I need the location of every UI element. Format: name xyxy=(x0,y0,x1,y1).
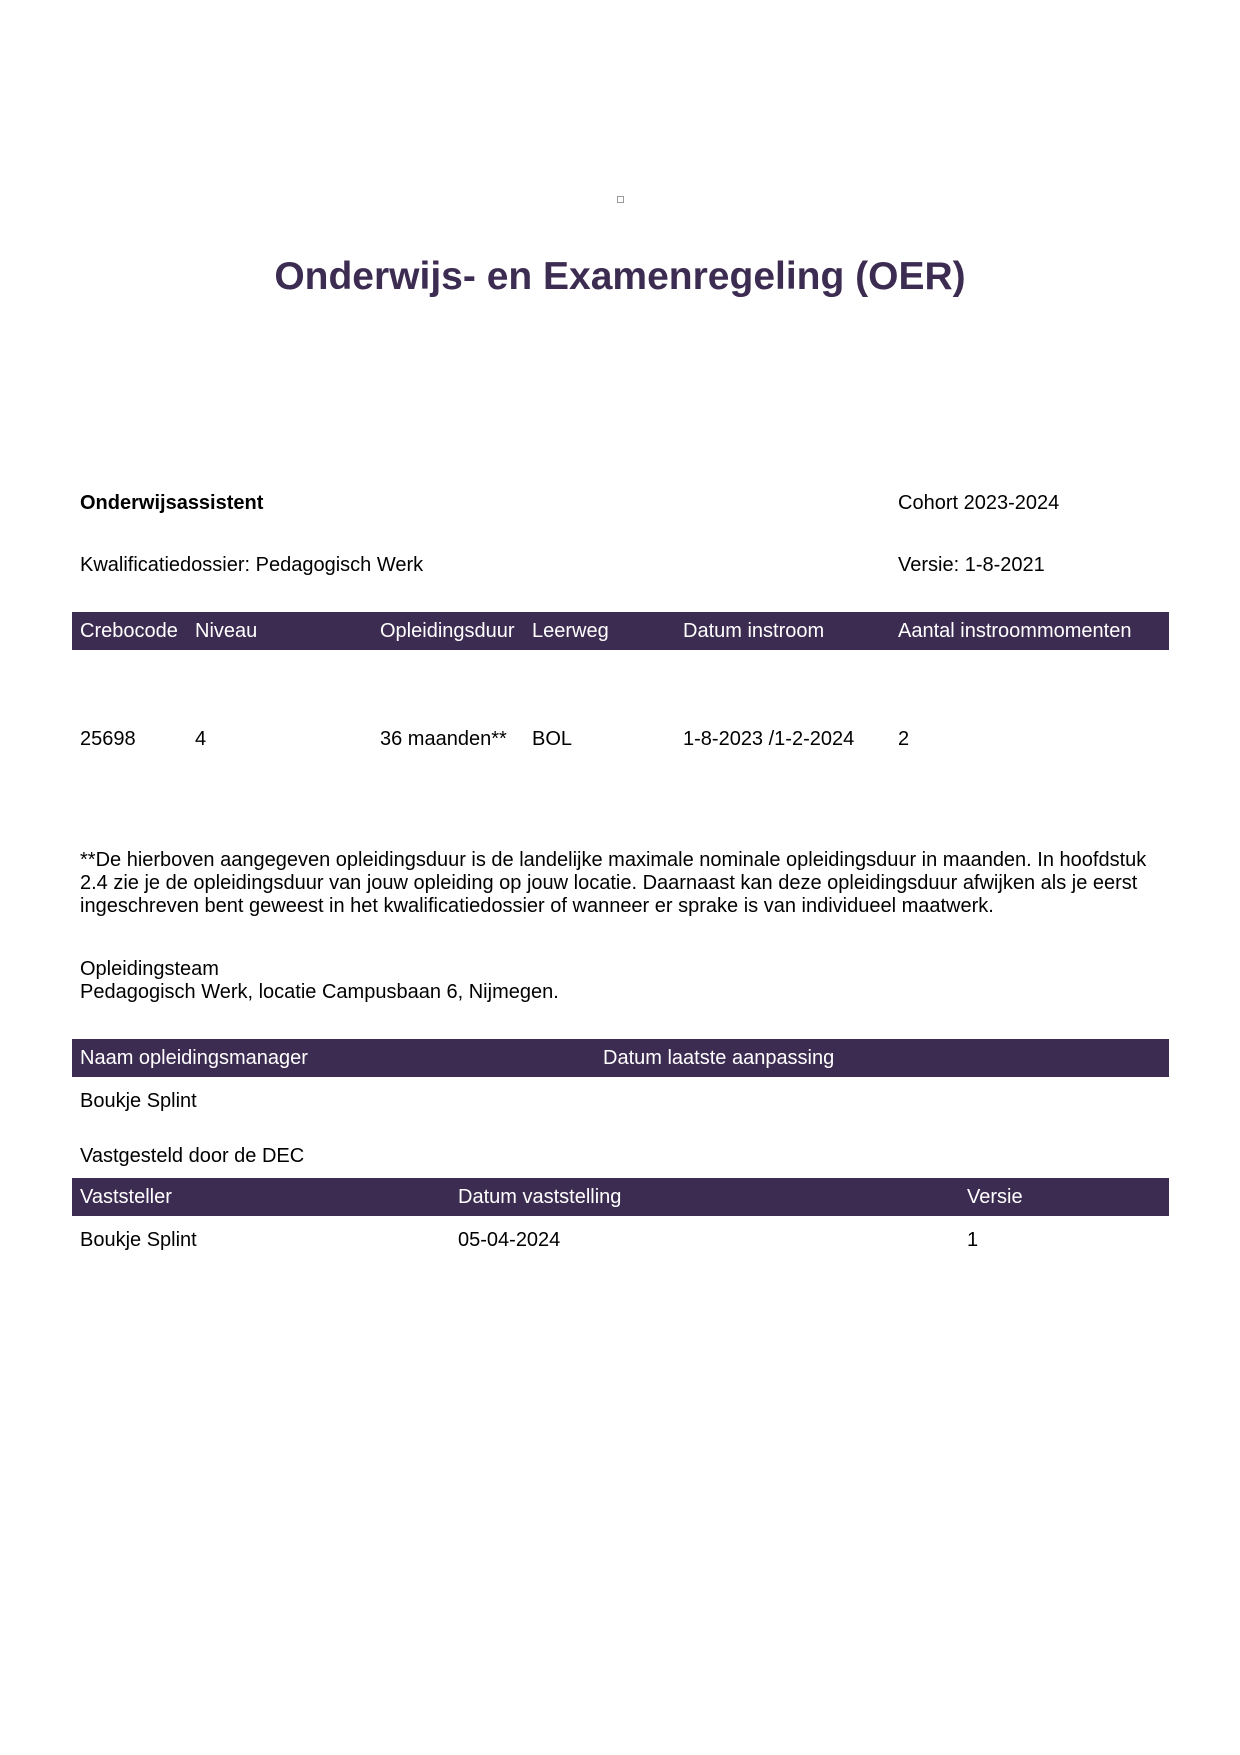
cell-datum-instroom: 1-8-2023 /1-2-2024 xyxy=(683,728,855,750)
cell-crebocode: 25698 xyxy=(80,728,136,750)
program-name: Onderwijsassistent xyxy=(80,492,264,514)
header-datum-vaststelling: Datum vaststelling xyxy=(458,1186,622,1208)
header-opleidingsduur: Opleidingsduur xyxy=(380,620,515,642)
cell-versie: 1 xyxy=(967,1229,979,1251)
page-title: Onderwijs- en Examenregeling (OER) xyxy=(274,255,966,298)
manager-table-row xyxy=(72,1090,1169,1113)
version-date: Versie: 1-8-2021 xyxy=(898,554,1045,576)
cell-leerweg: BOL xyxy=(532,728,573,750)
header-versie: Versie xyxy=(967,1186,1023,1208)
cell-aantal-instroommomenten: 2 xyxy=(898,728,910,750)
team-location: Pedagogisch Werk, locatie Campusbaan 6, Nijmegen. xyxy=(80,981,559,1003)
manager-table-header xyxy=(72,1039,1169,1077)
header-niveau: Niveau xyxy=(195,620,258,642)
header-naam-opleidingsmanager: Naam opleidingsmanager xyxy=(80,1047,308,1069)
approval-table-header xyxy=(72,1178,1169,1216)
header-datum-laatste-aanpassing: Datum laatste aanpassing xyxy=(603,1047,835,1069)
cohort: Cohort 2023-2024 xyxy=(898,492,1060,514)
program-table-header xyxy=(72,612,1169,650)
cell-manager-name: Boukje Splint xyxy=(80,1090,197,1112)
small-square-mark xyxy=(617,196,624,203)
header-datum-instroom: Datum instroom xyxy=(683,620,825,642)
approval-table-row xyxy=(72,1229,1169,1252)
program-table-row xyxy=(72,728,1169,751)
header-vaststeller: Vaststeller xyxy=(80,1186,172,1208)
qualification-dossier: Kwalificatiedossier: Pedagogisch Werk xyxy=(80,554,424,576)
cell-niveau: 4 xyxy=(195,728,207,750)
duration-footnote: **De hierboven aangegeven opleidingsduur is de landelijke maximale nominale opleidingsduur in maanden. In hoofdstuk 2.4 zie je de opleidingsduur van jouw opleiding op jouw locatie. Daarnaast kan deze opleidingsduur afwijken als je eerst ingeschreven bent geweest in het kwalificatiedossier of wanneer er sprake is van individueel maatwerk. xyxy=(80,849,1147,917)
cell-vaststeller: Boukje Splint xyxy=(80,1229,197,1251)
cell-opleidingsduur: 36 maanden** xyxy=(380,728,507,750)
cell-datum-vaststelling: 05-04-2024 xyxy=(458,1229,561,1251)
header-crebocode: Crebocode xyxy=(80,620,178,642)
header-leerweg: Leerweg xyxy=(532,620,609,642)
established-by: Vastgesteld door de DEC xyxy=(80,1145,305,1167)
header-aantal-instroommomenten: Aantal instroommomenten xyxy=(898,620,1132,642)
team-label: Opleidingsteam xyxy=(80,958,219,980)
